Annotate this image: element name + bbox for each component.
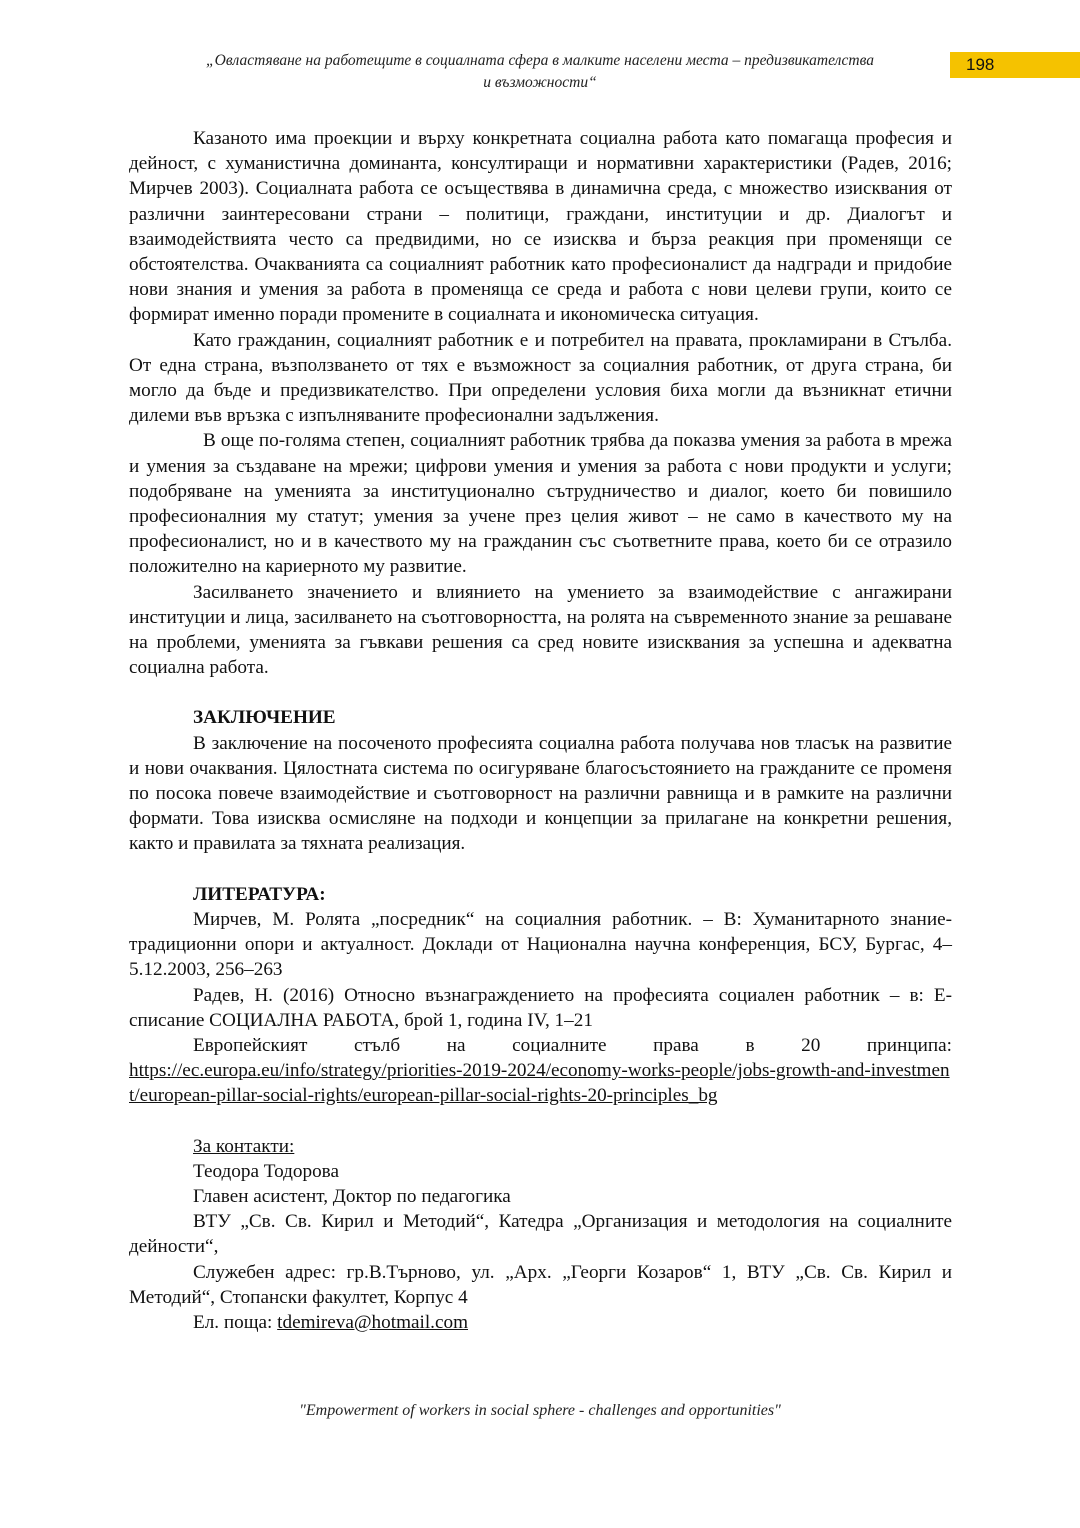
reference-pillar-link-line [129, 1058, 952, 1108]
reference-mirchev: Мирчев, М. Ролята „посредник“ на социалния работник. – В: Хуманитарното знание-традиционни опори и актуалност. Доклади от Национална научна конференция, БСУ, Бургас, 4–5.12.2003, 256–263 [129, 908, 952, 981]
contacts-label-line [129, 1134, 952, 1159]
reference-radev: Радев, Н. (2016) Относно възнаграждението на професията социален работник – в: Е-списание СОЦИАЛНА РАБОТА, брой 1, година IV, 1–21 [129, 984, 952, 1031]
references-heading: ЛИТЕРАТУРА: [193, 883, 326, 905]
running-footer: "Empowerment of workers in social sphere - challenges and opportunities" [299, 1402, 781, 1419]
header-title-line-1: „Овластяване на работещите в социалната сфера в малките населени места – предизвикателства [206, 52, 874, 69]
contacts-label: За контакти: [193, 1135, 295, 1157]
contact-email-line [129, 1310, 952, 1335]
running-header [140, 50, 940, 94]
reference-pillar-text: Европейският стълб на социалните права в 20 принципа: [193, 1034, 952, 1056]
contact-address: Служебен адрес: гр.В.Търново, ул. „Арх. „Георги Козаров“ 1, ВТУ „Св. Св. Кирил и Методий“, Стопански факултет, Корпус 4 [129, 1261, 952, 1308]
paragraph-2: Като гражданин, социалният работник е и потребител на правата, прокламирани в Стълба. От една страна, възползването от тях е възможност за социалния работник, от друга страна, би могло да бъде и предизвикателство. При определени условия биха могли да възникнат етични дилеми във връзка с изпълняваните професионални задължения. [129, 329, 952, 427]
paragraph-4: Засилването значението и влиянието на умението за взаимодействие с ангажирани институции и лица, засилването на съотговорността, на ролята на съвременното знание за решаване на проблеми, уменията за гъвкави решения са сред новите изисквания за успешна и адекватна социална работа. [129, 581, 952, 679]
paragraph-1: Казаното има проекции и върху конкретната социална работа като помагаща професия и дейност, с хуманистична доминанта, консултиращи и нормативни характеристики (Радев, 2016; Мирчев 2003). Социалната работа се осъществява в динамична среда, с множество изисквания от различни заинтересовани страни – политици, граждани, институции и др. Диалогът и взаимодействията често са предвидими, но се изисква и бърза реакция при променящи се обстоятелства. Очакванията са социалният работник като професионалист да надгради и придобие нови знания и умения за работа в променяща се среда и работа с нови целеви групи, които се формират именно поради промените в социалната и икономическа ситуация. [129, 128, 952, 326]
paragraph-3: В още по-голяма степен, социалният работник трябва да показва умения за работа в мрежа и умения за създаване на мрежи; цифрови умения и умения за работа с нови продукти и услуги; подобряване на уменията за институционално сътрудничество и диалог, което би повишило професионалния му статут; умения за учене през целия живот – не само в качеството му на професионалист, но и в качеството му на гражданин със съответните права, което би се отразило положително на кариерното му развитие. [129, 430, 952, 578]
conclusion-heading: ЗАКЛЮЧЕНИЕ [193, 707, 336, 729]
reference-pillar-link[interactable]: https://ec.europa.eu/info/strategy/priorities-2019-2024/economy-works-people/jobs-growth-and-investment/european-pillar-social-rights/european-pillar-social-rights-20-principles_bg [129, 1060, 950, 1107]
page-body [129, 126, 952, 1335]
header-title-line-2: и възможности“ [483, 74, 597, 91]
contact-email-link[interactable]: tdemireva@hotmail.com [277, 1311, 469, 1333]
contact-email-label: Ел. поща: [193, 1311, 278, 1333]
contact-position: Главен асистент, Доктор по педагогика [193, 1185, 511, 1207]
page-number-badge: 198 [950, 52, 1080, 78]
contact-institution: ВТУ „Св. Св. Кирил и Методий“, Катедра „Организация и методология на социалните дейности“, [129, 1211, 952, 1258]
contact-name: Теодора Тодорова [193, 1160, 339, 1182]
conclusion-text: В заключение на посоченото професията социална работа получава нов тласък на развитие и нови очаквания. Цялостната система по осигуряване благосъстоянието на гражданите се променя по посока повече взаимодействие и съотговорност на различни равнища и в рамките на различни формати. Това изисква осмисляне на подходи и концепции за прилагане на конкретни решения, както и правилата за тяхната реализация. [129, 732, 952, 855]
